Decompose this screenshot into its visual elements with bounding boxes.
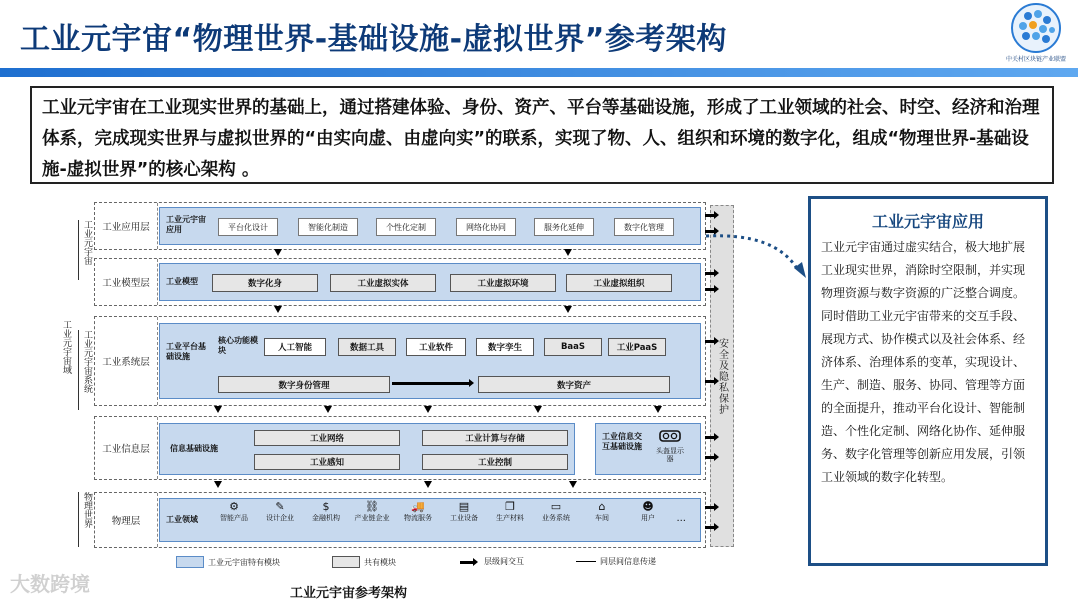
monitor-icon: ▭	[550, 500, 562, 513]
physical-item-label: 智能产品	[220, 514, 248, 522]
physical-item	[630, 501, 666, 522]
security-arrow	[705, 214, 715, 217]
info-item: 工业网络	[254, 430, 400, 446]
model-item: 工业虚拟环境	[450, 274, 556, 292]
app-item: 智能化制造	[298, 218, 358, 236]
system-item: BaaS	[544, 338, 602, 356]
model-item: 工业虚拟实体	[330, 274, 436, 292]
digital-asset: 数字资产	[478, 376, 670, 393]
interlayer-arrow	[569, 481, 577, 488]
layer-label-information: 工业信息层	[95, 417, 158, 479]
physical-band-title: 工业领域	[166, 515, 198, 524]
system-item: 数据工具	[338, 338, 396, 356]
side-label-domain: 工业元宇宙域	[61, 320, 71, 374]
physical-ellipsis: ...	[676, 513, 686, 524]
chain-icon: ⛓	[365, 500, 379, 513]
physical-item-label: 设计企业	[266, 514, 294, 522]
logo-icon	[1006, 2, 1066, 54]
hmd-block	[654, 428, 686, 463]
vr-headset-icon	[659, 429, 681, 443]
security-arrow	[705, 288, 715, 291]
physical-item-label: 生产材料	[496, 514, 524, 522]
side-label-virtual: 工业元宇宙	[78, 220, 94, 280]
physical-item	[400, 501, 436, 522]
legend-cross-layer-label: 层级间交互	[484, 557, 524, 566]
security-arrow	[705, 340, 715, 343]
legend-unique-label: 工业元宇宙特有模块	[208, 557, 280, 567]
interlayer-arrow	[424, 406, 432, 413]
document-icon: ❐	[505, 500, 515, 513]
legend-shared	[332, 556, 396, 568]
interaction-title: 工业信息交互基础设施	[602, 432, 642, 451]
model-band-title: 工业模型	[166, 277, 198, 286]
layer-system	[94, 316, 706, 406]
security-arrow	[705, 526, 715, 529]
security-arrow	[705, 456, 715, 459]
identity-management: 数字身份管理	[218, 376, 390, 393]
model-item: 工业虚拟组织	[566, 274, 672, 292]
application-band-title: 工业元宇宙应用	[166, 215, 206, 234]
model-band	[159, 263, 701, 301]
layer-label-model: 工业模型层	[95, 259, 158, 305]
physical-item-label: 物流服务	[404, 514, 432, 522]
physical-item-label: 车间	[595, 514, 609, 522]
information-band	[159, 423, 575, 475]
security-arrow	[705, 436, 715, 439]
dotted-connector-arrow	[702, 226, 812, 282]
card-body: 工业元宇宙通过虚实结合，极大地扩展工业现实世界，消除时空限制，并实现物理资源与数字资源的广泛整合调度。同时借助工业元宇宙带来的交互手段、展现方式、协作模式以及社会体系、经济体系、治理体系的变革，实现设计、生产、制造、服务、协同、管理等方面的全面提升，推动平台化设计、智能制造、个性化定制、网络化协作、延伸服务、数字化管理等创新应用发展，引领工业领域的数字化转型。	[821, 240, 1026, 484]
layer-model	[94, 258, 706, 306]
security-arrow	[705, 506, 715, 509]
physical-item-label: 业务系统	[542, 514, 570, 522]
interlayer-arrow	[534, 406, 542, 413]
legend-same-layer-label: 同层间信息传递	[600, 557, 656, 566]
truck-icon: 🚚	[411, 500, 425, 513]
logo-text: 中关村区块链产业联盟	[1005, 56, 1066, 63]
physical-item	[354, 501, 390, 522]
legend-unique	[176, 556, 280, 568]
physical-item-label: 产业链企业	[354, 514, 390, 522]
interlayer-arrow	[324, 406, 332, 413]
system-item: 数字孪生	[476, 338, 534, 356]
legend-shared-label: 共有模块	[364, 557, 396, 567]
legend-swatch-unique	[176, 556, 204, 568]
robot-arm-icon: ⚙	[229, 500, 239, 513]
interlayer-arrow	[274, 306, 282, 313]
information-band-title: 信息基础设施	[170, 444, 218, 453]
side-label-system: 工业元宇宙系统	[78, 330, 94, 410]
watermark: 大数跨境	[10, 572, 90, 596]
legend-thin-arrow-icon	[576, 561, 596, 562]
app-item: 服务化延伸	[534, 218, 594, 236]
security-privacy-column: 安全及隐私保护	[710, 205, 734, 547]
physical-item-label: 金融机构	[312, 514, 340, 522]
interlayer-arrow	[274, 249, 282, 256]
application-band	[159, 207, 701, 245]
card-title: 工业元宇宙应用	[871, 212, 984, 231]
layer-label-application: 工业应用层	[95, 203, 158, 249]
side-label-physical: 物理世界	[78, 492, 94, 547]
user-icon: ☻	[642, 500, 654, 513]
machine-icon: ▤	[458, 500, 470, 513]
interaction-infrastructure-band	[595, 423, 701, 475]
pencil-ruler-icon: ✎	[275, 500, 285, 513]
interlayer-arrow	[214, 481, 222, 488]
diagram-caption: 工业元宇宙参考架构	[290, 586, 408, 601]
intro-text-box: 工业元宇宙在工业现实世界的基础上，通过搭建体验、身份、资产、平台等基础设施，形成了工业领域的社会、时空、经济和治理体系，完成现实世界与虚拟世界的“由实向虚、由虚向实”的联系，实现了物、人、组织和环境的数字化，组成“物理世界-基础设施-虚拟世界”的核心架构 。	[30, 86, 1054, 184]
interlayer-arrow	[564, 306, 572, 313]
legend-thick-arrow-icon	[460, 557, 480, 567]
layer-physical	[94, 492, 706, 548]
page-title: 工业元宇宙“物理世界-基础设施-虚拟世界”参考架构	[20, 22, 727, 57]
interlayer-arrow	[214, 406, 222, 413]
core-module-title: 核心功能模块	[218, 336, 258, 355]
same-layer-arrow	[392, 382, 470, 385]
app-item: 平台化设计	[218, 218, 278, 236]
physical-item-label: 用户	[641, 514, 655, 522]
legend-swatch-shared	[332, 556, 360, 568]
physical-item	[308, 501, 344, 522]
physical-item	[446, 501, 482, 522]
model-item: 数字化身	[212, 274, 318, 292]
interlayer-arrow	[654, 406, 662, 413]
app-item: 个性化定制	[376, 218, 436, 236]
architecture-diagram	[61, 200, 740, 555]
app-item: 数字化管理	[614, 218, 674, 236]
system-item: 工业软件	[406, 338, 466, 356]
layer-information	[94, 416, 706, 480]
physical-item	[492, 501, 528, 522]
layer-label-physical: 物理层	[95, 493, 158, 547]
system-item: 工业PaaS	[608, 338, 666, 356]
info-item: 工业计算与存储	[422, 430, 568, 446]
physical-item	[262, 501, 298, 522]
interlayer-arrow	[564, 249, 572, 256]
dollar-icon: $	[322, 500, 330, 513]
layer-label-system: 工业系统层	[95, 317, 158, 405]
info-item: 工业控制	[422, 454, 568, 470]
layer-application	[94, 202, 706, 250]
physical-item	[538, 501, 574, 522]
title-underline-bar	[0, 68, 1078, 77]
info-item: 工业感知	[254, 454, 400, 470]
physical-item	[216, 501, 252, 522]
application-card	[808, 196, 1048, 566]
alliance-logo	[1006, 2, 1066, 64]
legend-same-layer	[576, 556, 656, 567]
app-item: 网络化协同	[456, 218, 516, 236]
hmd-label: 头盔显示器	[656, 447, 684, 463]
security-arrow	[705, 380, 715, 383]
interlayer-arrow	[424, 481, 432, 488]
factory-icon: ⌂	[598, 500, 606, 513]
legend-cross-layer	[460, 556, 524, 567]
system-band	[159, 323, 701, 399]
physical-item	[584, 501, 620, 522]
system-item: 人工智能	[264, 338, 326, 356]
physical-item-label: 工业设备	[450, 514, 478, 522]
system-band-title: 工业平台基础设施	[166, 342, 206, 361]
physical-band	[159, 498, 701, 542]
